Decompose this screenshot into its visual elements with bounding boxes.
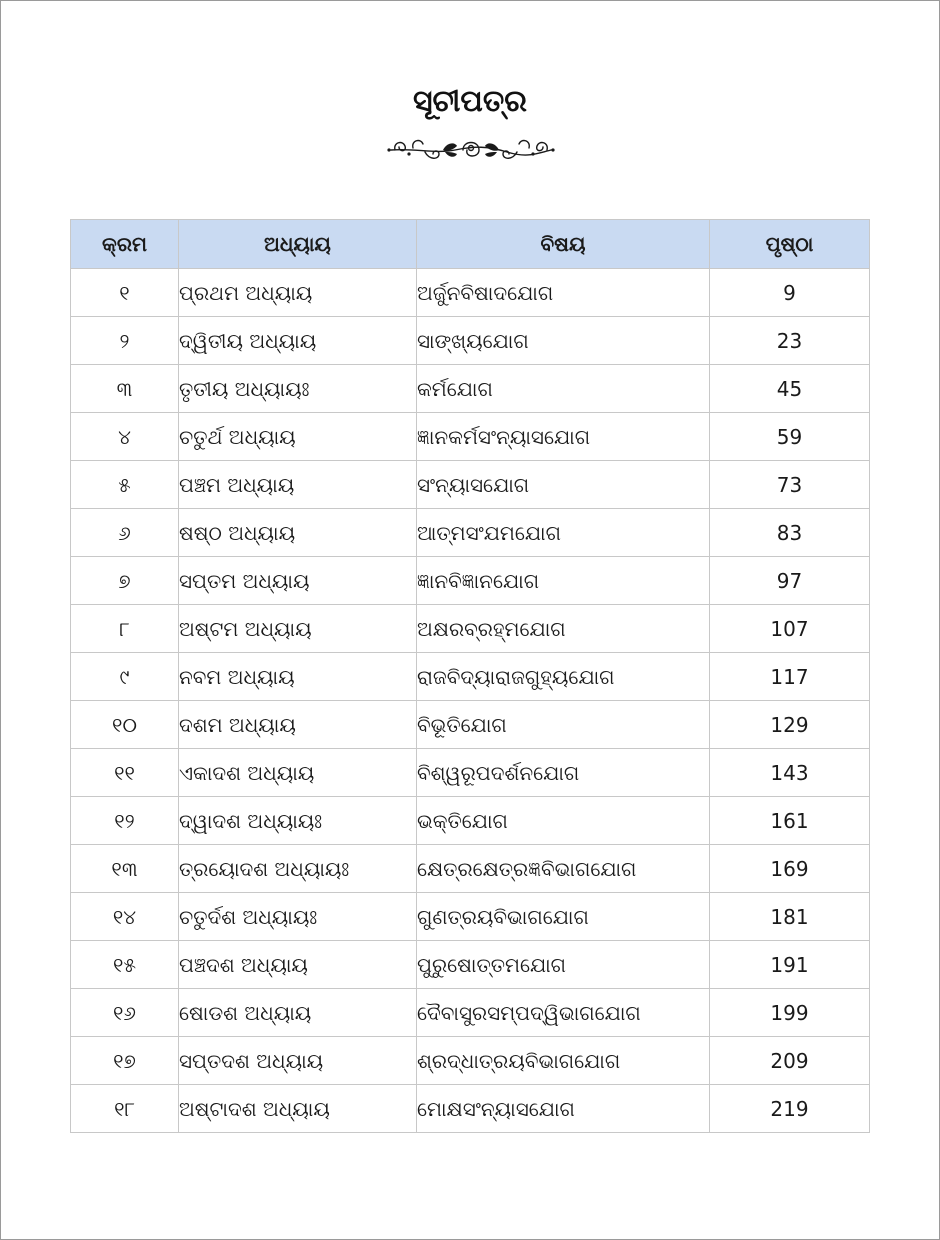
page-cell: 45 [710,365,870,413]
subject-cell: ଅର୍ଜୁନବିଷାଦଯୋଗ [417,269,710,317]
chapter-cell: ଦ୍ୱିତୀୟ ଅଧ୍ୟାୟ [179,317,417,365]
subject-cell: ବିଶ୍ୱରୂପଦର୍ଶନଯୋଗ [417,749,710,797]
table-row [71,269,870,317]
table-row [71,605,870,653]
table-row [71,989,870,1037]
chapter-cell: ପ୍ରଥମ ଅଧ୍ୟାୟ [179,269,417,317]
contents-table [70,219,870,1133]
table-row [71,317,870,365]
subject-cell: ଅକ୍ଷରବ୍ରହ୍ମଯୋଗ [417,605,710,653]
table-row [71,653,870,701]
page-cell: 209 [710,1037,870,1085]
chapter-cell: ସପ୍ତମ ଅଧ୍ୟାୟ [179,557,417,605]
subject-cell: କର୍ମଯୋଗ [417,365,710,413]
chapter-cell: ସପ୍ତଦଶ ଅଧ୍ୟାୟ [179,1037,417,1085]
table-row [71,1085,870,1133]
page-cell: 23 [710,317,870,365]
table-header-row [71,220,870,269]
serial-cell: ୧୭ [71,1037,179,1085]
page-cell: 129 [710,701,870,749]
table-row [71,1037,870,1085]
chapter-cell: ଦ୍ୱାଦଶ ଅଧ୍ୟାୟଃ [179,797,417,845]
chapter-cell: ଷୋଡଶ ଅଧ୍ୟାୟ [179,989,417,1037]
header-serial: କ୍ରମ [71,220,179,269]
serial-cell: ୧୮ [71,1085,179,1133]
subject-cell: ଗୁଣତ୍ରୟବିଭାଗଯୋଗ [417,893,710,941]
chapter-cell: ଏକାଦଶ ଅଧ୍ୟାୟ [179,749,417,797]
header-chapter: ଅଧ୍ୟାୟ [179,220,417,269]
table-row [71,893,870,941]
serial-cell: ୯ [71,653,179,701]
chapter-cell: ଚତୁର୍ଦଶ ଅଧ୍ୟାୟଃ [179,893,417,941]
serial-cell: ୧୦ [71,701,179,749]
serial-cell: ୮ [71,605,179,653]
serial-cell: ୩ [71,365,179,413]
chapter-cell: ଷଷ୍ଠ ଅଧ୍ୟାୟ [179,509,417,557]
serial-cell: ୭ [71,557,179,605]
subject-cell: ପୁରୁଷୋତ୍ତମଯୋଗ [417,941,710,989]
page-cell: 181 [710,893,870,941]
table-row [71,365,870,413]
chapter-cell: ଅଷ୍ଟମ ଅଧ୍ୟାୟ [179,605,417,653]
serial-cell: ୧୬ [71,989,179,1037]
serial-cell: ୧୧ [71,749,179,797]
table-row [71,845,870,893]
serial-cell: ୧୪ [71,893,179,941]
subject-cell: ମୋକ୍ଷସଂନ୍ୟାସଯୋଗ [417,1085,710,1133]
chapter-cell: ତୃତୀୟ ଅଧ୍ୟାୟଃ [179,365,417,413]
table-row [71,509,870,557]
serial-cell: ୧୨ [71,797,179,845]
page-cell: 83 [710,509,870,557]
subject-cell: ରାଜବିଦ୍ୟାରାଜଗୁହ୍ୟଯୋଗ [417,653,710,701]
page-cell: 59 [710,413,870,461]
page-cell: 219 [710,1085,870,1133]
chapter-cell: ଅଷ୍ଟାଦଶ ଅଧ୍ୟାୟ [179,1085,417,1133]
serial-cell: ୧୫ [71,941,179,989]
page-cell: 143 [710,749,870,797]
chapter-cell: ନବମ ଅଧ୍ୟାୟ [179,653,417,701]
serial-cell: ୪ [71,413,179,461]
serial-cell: ୧ [71,269,179,317]
chapter-cell: ପଞ୍ଚଦଶ ଅଧ୍ୟାୟ [179,941,417,989]
page-cell: 161 [710,797,870,845]
page-title: ସୂଚୀପତ୍ର [413,84,527,119]
serial-cell: ୨ [71,317,179,365]
table-row [71,557,870,605]
chapter-cell: ପଞ୍ଚମ ଅଧ୍ୟାୟ [179,461,417,509]
serial-cell: ୧୩ [71,845,179,893]
subject-cell: ଆତ୍ମସଂଯମଯୋଗ [417,509,710,557]
subject-cell: ଦୈବାସୁରସମ୍ପଦ୍ୱିଭାଗଯୋଗ [417,989,710,1037]
page-cell: 97 [710,557,870,605]
subject-cell: ଶ୍ରଦ୍ଧାତ୍ରୟବିଭାଗଯୋଗ [417,1037,710,1085]
table-row [71,413,870,461]
page-cell: 107 [710,605,870,653]
chapter-cell: ଚତୁର୍ଥ ଅଧ୍ୟାୟ [179,413,417,461]
page-cell: 9 [710,269,870,317]
page-cell: 199 [710,989,870,1037]
subject-cell: ସାଙ୍ଖ୍ୟଯୋଗ [417,317,710,365]
floral-flourish-icon [385,128,557,168]
table-row [71,701,870,749]
header-subject: ବିଷୟ [417,220,710,269]
serial-cell: ୬ [71,509,179,557]
serial-cell: ୫ [71,461,179,509]
table-row [71,749,870,797]
chapter-cell: ତ୍ରୟୋଦଶ ଅଧ୍ୟାୟଃ [179,845,417,893]
page-cell: 191 [710,941,870,989]
subject-cell: ଜ୍ଞାନବିଜ୍ଞାନଯୋଗ [417,557,710,605]
table-row [71,461,870,509]
page-cell: 169 [710,845,870,893]
header-page: ପୃଷ୍ଠା [710,220,870,269]
subject-cell: ବିଭୂତିଯୋଗ [417,701,710,749]
table-row [71,797,870,845]
chapter-cell: ଦଶମ ଅଧ୍ୟାୟ [179,701,417,749]
table-row [71,941,870,989]
subject-cell: କ୍ଷେତ୍ରକ୍ଷେତ୍ରଜ୍ଞବିଭାଗଯୋଗ [417,845,710,893]
page-cell: 73 [710,461,870,509]
subject-cell: ଭକ୍ତିଯୋଗ [417,797,710,845]
subject-cell: ସଂନ୍ୟାସଯୋଗ [417,461,710,509]
subject-cell: ଜ୍ଞାନକର୍ମସଂନ୍ୟାସଯୋଗ [417,413,710,461]
page-cell: 117 [710,653,870,701]
